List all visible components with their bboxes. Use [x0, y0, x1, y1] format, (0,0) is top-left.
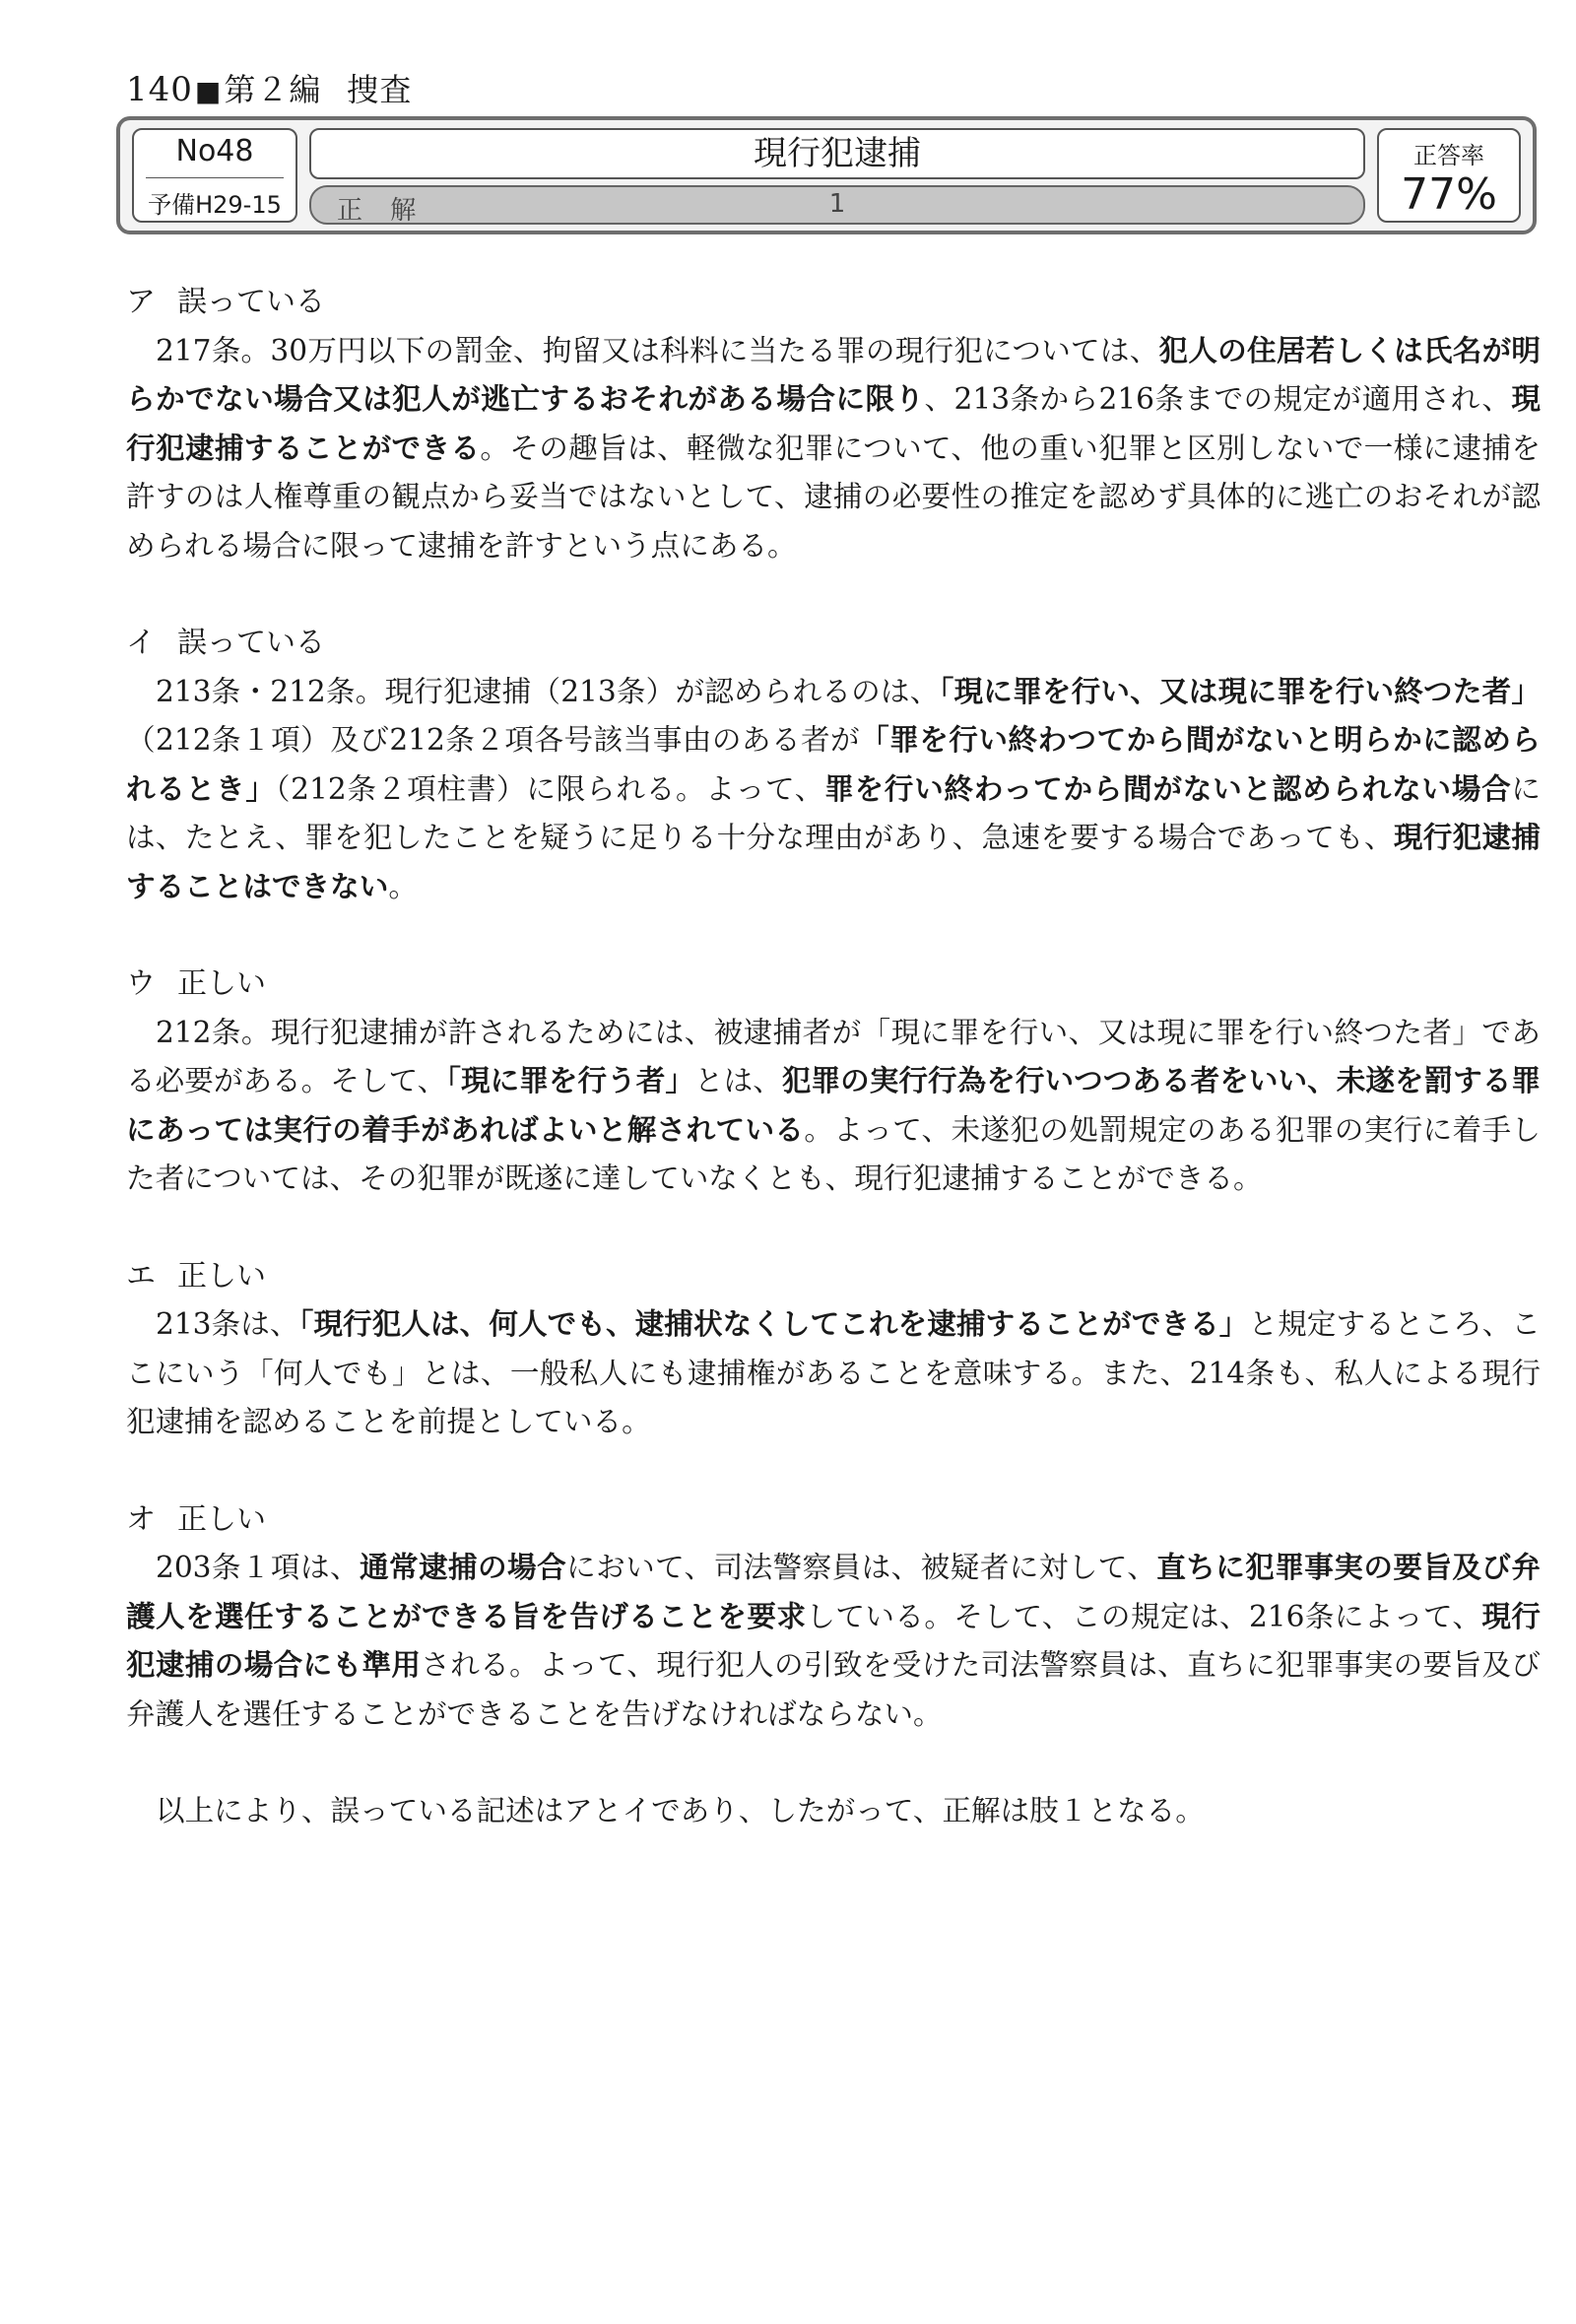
text-run: 。	[388, 869, 418, 903]
explanation-section	[126, 1495, 1541, 1740]
id-divider	[146, 177, 284, 178]
section-text	[126, 327, 1541, 571]
conclusion: 以上により、誤っている記述はアとイであり、したがって、正解は肢１となる。	[156, 1794, 1205, 1827]
text-run: される。よって、現行犯人の引致を受けた司法警察員は、直ちに犯罪事実の要旨及び弁護人を選任することができることを告げなければならない。	[126, 1648, 1542, 1731]
section-text	[126, 668, 1541, 912]
explanation-body	[126, 278, 1541, 1836]
section-heading	[126, 278, 1541, 327]
section-verdict: 正しい	[177, 1501, 266, 1537]
section-heading	[126, 619, 1541, 668]
explanation-section	[126, 619, 1541, 911]
text-run: 212条。現行犯逮捕が許されるためには、被逮捕者が「現に罪を行い、又は現に罪を行い終つた者」である必要がある。そして、	[126, 1015, 1541, 1097]
text-run: 213条・212条。現行犯逮捕（213条）が認められるのは、	[156, 674, 940, 708]
emphasized-text: 「現に罪を行い、又は現に罪を行い終つた者」	[939, 674, 1541, 708]
question-header-box	[116, 116, 1537, 234]
section-mark: イ	[126, 626, 156, 660]
explanation-section	[126, 1252, 1541, 1447]
section-verdict: 正しい	[177, 1258, 266, 1294]
text-run: 。その趣旨は、軽微な犯罪について、他の重い犯罪と区別しないで一様に逮捕を許すのは人権尊重の観点から妥当ではないとして、逮捕の必要性の推定を認めず具体的に逃亡のおそれが認められる場合に限って逮捕を許すという点にある。	[126, 431, 1541, 563]
section-mark: オ	[126, 1501, 156, 1537]
text-run: している。そして、この規定は、216条によって、	[806, 1599, 1482, 1633]
emphasized-text: 通常逮捕の場合	[359, 1551, 567, 1584]
emphasized-text: 「現に罪を行う者」	[446, 1064, 695, 1097]
page-header	[126, 65, 412, 110]
emphasized-text: 犯人の住居若しくは氏名が明らかでない場合又は犯人が逃亡するおそれがある場合に限り	[126, 333, 1541, 416]
correct-rate-label: 正答率	[1413, 142, 1484, 169]
section-verdict: 正しい	[177, 966, 266, 1001]
text-run: （212条１項）及び212条２項各号該当事由のある者が	[126, 723, 861, 757]
section-heading	[126, 1495, 1541, 1545]
section-mark: ア	[126, 285, 156, 319]
section-verdict: 誤っている	[177, 626, 325, 660]
section-text	[126, 1009, 1541, 1204]
section-text	[126, 1544, 1541, 1739]
page-number: 140	[126, 70, 193, 109]
text-run: 217条。30万円以下の罰金、拘留又は科料に当たる罪の現行犯については、	[156, 333, 1159, 367]
correct-rate-cell	[1377, 128, 1521, 223]
question-title: 現行犯逮捕	[309, 128, 1365, 179]
text-run: と規定するところ、ここにいう「何人でも」とは、一般私人にも逮捕権があることを意味する。また、214条も、私人による現行犯逮捕を認めることを前提としている。	[126, 1307, 1541, 1438]
section-mark: エ	[126, 1258, 156, 1294]
answer-label: 正 解	[337, 196, 427, 226]
answer-value: 1	[828, 189, 846, 219]
emphasized-text: 罪を行い終わってから間がないと認められない場合	[824, 771, 1512, 806]
explanation-sections	[126, 278, 1541, 1739]
section-mark: ウ	[126, 966, 156, 1001]
emphasized-text: 直ちに犯罪事実の要旨及び弁護人を選任することができる旨を告げることを要求	[126, 1551, 1541, 1633]
text-run: 。よって、未遂犯の処罰規定のある犯罪の実行に着手した者については、その犯罪が既遂に達していなくとも、現行犯逮捕することができる。	[126, 1112, 1541, 1195]
correct-rate-value: 77%	[1401, 169, 1497, 220]
chapter-name: 捜査	[347, 71, 413, 108]
section-text	[126, 1300, 1541, 1447]
section-verdict: 誤っている	[177, 285, 325, 319]
section-heading	[126, 960, 1541, 1009]
chapter-label: 第２編	[224, 71, 322, 108]
text-run: 213条は、	[156, 1307, 299, 1341]
explanation-section	[126, 278, 1541, 570]
emphasized-text: 犯罪の実行行為を行いつつある者をいい、未遂を罰する罪にあっては実行の着手があればよいと解されている	[126, 1064, 1542, 1147]
section-heading	[126, 1252, 1541, 1301]
answer-bar	[309, 185, 1365, 225]
text-run: において、司法警察員は、被疑者に対して、	[566, 1551, 1157, 1584]
text-run: （212条２項柱書）に限られる。よって、	[275, 771, 825, 806]
text-run: 、213条から216条までの規定が適用され、	[924, 382, 1512, 416]
emphasized-text: 現行犯逮捕することはできない	[126, 821, 1542, 903]
text-run: 203条１項は、	[156, 1551, 360, 1584]
text-run: とは、	[694, 1064, 782, 1097]
emphasized-text: 現行犯逮捕の場合にも準用	[126, 1599, 1541, 1682]
emphasized-text: 現行犯逮捕することができる	[126, 382, 1542, 465]
explanation-section	[126, 960, 1541, 1204]
square-marker-icon: ■	[194, 75, 223, 107]
question-number: No48	[175, 134, 254, 168]
emphasized-text: 「罪を行い終わつてから間がないと明らかに認められるとき」	[126, 723, 1541, 806]
emphasized-text: 「現行犯人は、何人でも、逮捕状なくしてこれを逮捕することができる」	[298, 1307, 1249, 1341]
text-run: には、たとえ、罪を犯したことを疑うに足りる十分な理由があり、急速を要する場合であっても、	[126, 771, 1542, 854]
question-source: 予備H29-15	[148, 191, 282, 219]
question-id-cell	[132, 128, 297, 223]
